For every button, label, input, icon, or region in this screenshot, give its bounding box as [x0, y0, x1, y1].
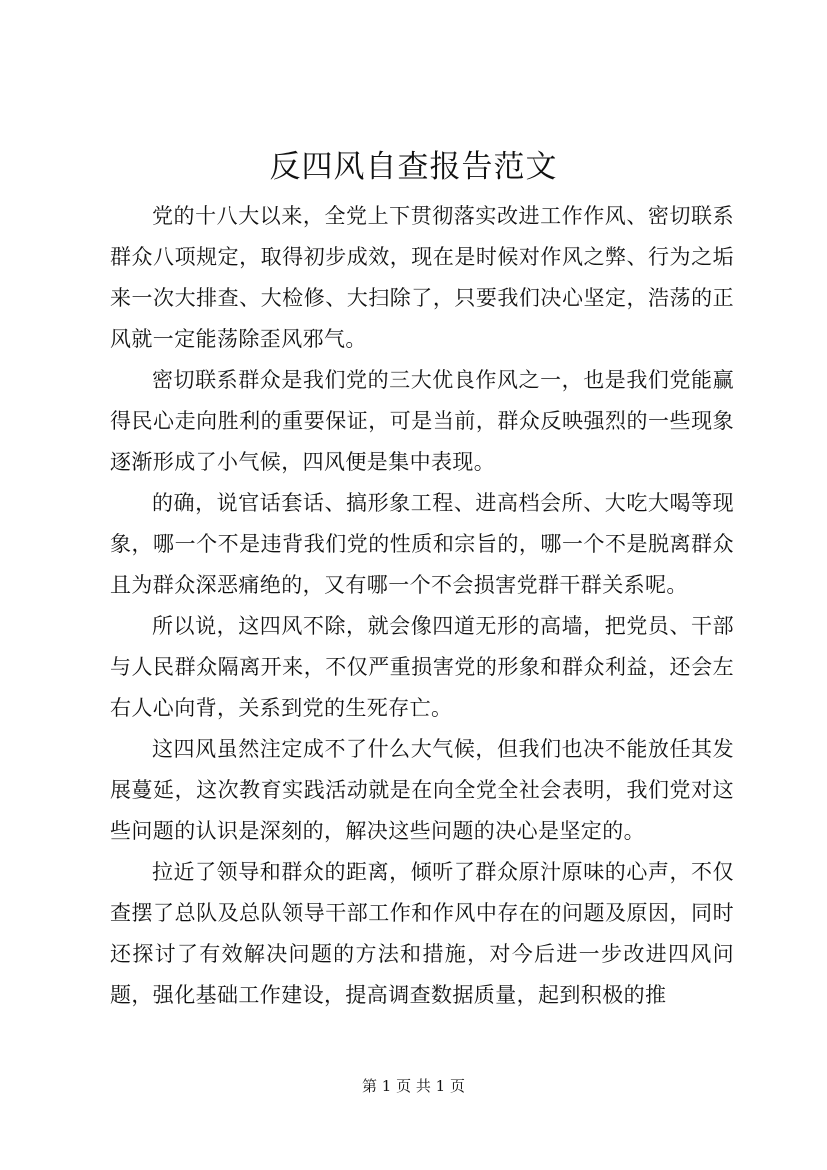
page-footer: 第 1 页 共 1 页: [362, 1077, 465, 1095]
document-title: 反四风自查报告范文: [269, 149, 558, 185]
paragraph-6: 拉近了领导和群众的距离，倾听了群众原汁原味的心声，不仅查摆了总队及总队领导干部工作和作风中存在的问题及原因，同时还探讨了有效解决问题的方法和措施，对今后进一步改进四风问题，强化基础工作建设，提高调查数据质量，起到积极的推: [110, 860, 734, 1007]
document-body: [110, 196, 734, 1016]
paragraph-4: 所以说，这四风不除，就会像四道无形的高墙，把党员、干部与人民群众隔离开来，不仅严重损害党的形象和群众利益，还会左右人心向背，关系到党的生死存亡。: [110, 614, 734, 720]
paragraph-1: 党的十八大以来，全党上下贯彻落实改进工作作风、密切联系群众八项规定，取得初步成效，现在是时候对作风之弊、行为之垢来一次大排查、大检修、大扫除了，只要我们决心坚定，浩荡的正风就一定能荡除歪风邪气。: [110, 204, 734, 351]
paragraph-3: 的确，说官话套话、搞形象工程、进高档会所、大吃大喝等现象，哪一个不是违背我们党的性质和宗旨的，哪一个不是脱离群众且为群众深恶痛绝的，又有哪一个不会损害党群干群关系呢。: [110, 491, 734, 597]
paragraph-2: 密切联系群众是我们党的三大优良作风之一，也是我们党能赢得民心走向胜利的重要保证，可是当前，群众反映强烈的一些现象逐渐形成了小气候，四风便是集中表现。: [110, 368, 734, 474]
paragraph-5: 这四风虽然注定成不了什么大气候，但我们也决不能放任其发展蔓延，这次教育实践活动就是在向全党全社会表明，我们党对这些问题的认识是深刻的，解决这些问题的决心是坚定的。: [110, 737, 734, 843]
